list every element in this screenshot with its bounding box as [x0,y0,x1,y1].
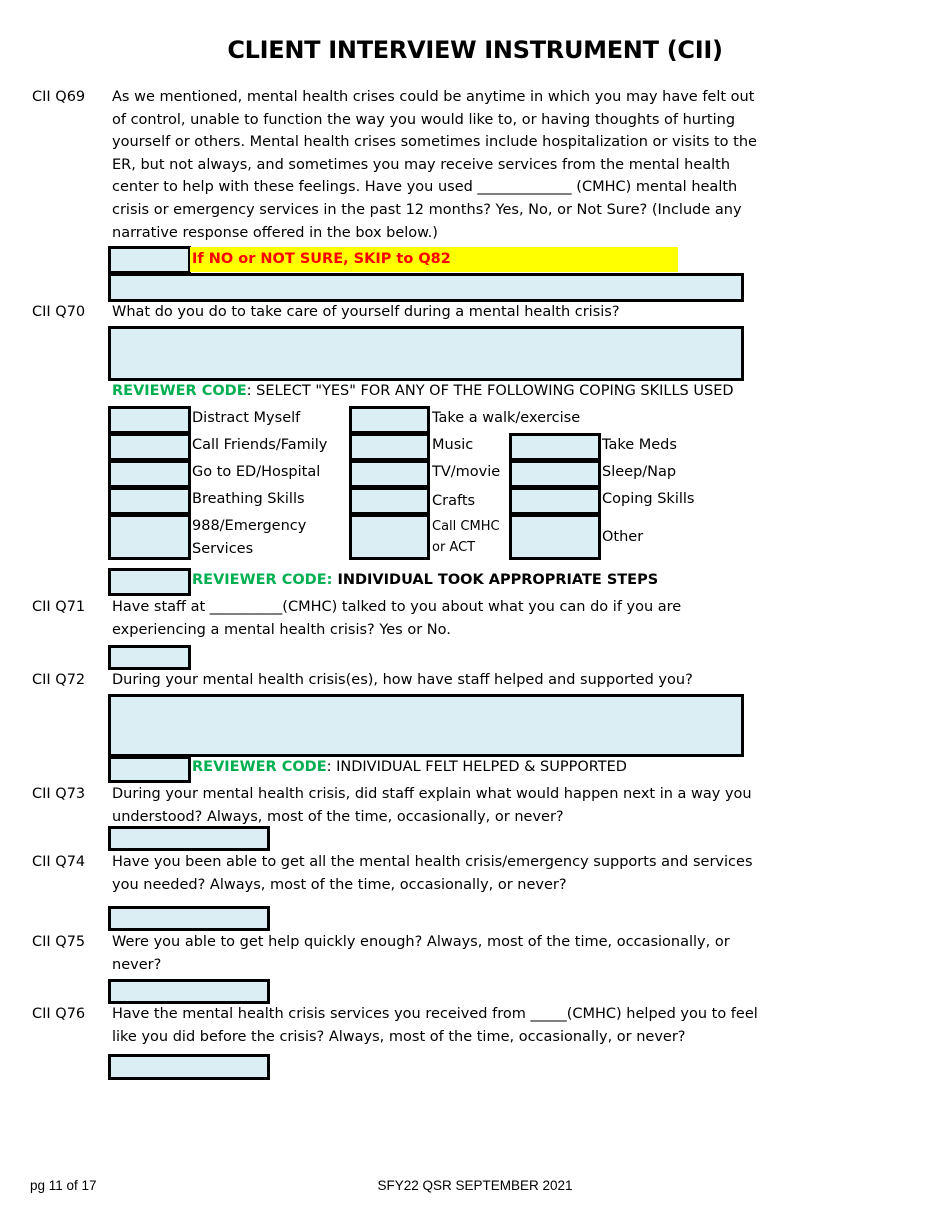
coping-label: Distract Myself [192,410,301,426]
helped-supported-field[interactable] [108,756,191,783]
coping-checkbox-take-meds[interactable] [509,433,601,461]
q71-answer-field[interactable] [108,645,191,670]
q76-answer-field[interactable] [108,1054,270,1080]
q69-narrative-field[interactable] [108,273,744,302]
coping-checkbox-distract-myself[interactable] [108,406,191,434]
skip-instruction: If NO or NOT SURE, SKIP to Q82 [190,247,678,272]
coping-checkbox-coping-skills[interactable] [509,487,601,515]
question-id-q74: CII Q74 [32,854,86,870]
coping-reviewer-code: REVIEWER CODE: SELECT "YES" FOR ANY OF THE FOLLOWING COPING SKILLS USED [112,383,734,399]
coping-label: Other [602,529,644,545]
q70-narrative-field[interactable] [108,326,744,381]
coping-label: Music [432,437,474,453]
coping-checkbox-call-friends[interactable] [108,433,191,461]
coping-checkbox-tv-movie[interactable] [349,460,430,488]
question-text-q71: Have staff at __________(CMHC) talked to you about what you can do if you are experiencing a mental health crisis? Yes or No. [112,599,682,638]
coping-label: Take a walk/exercise [432,410,581,426]
q75-answer-field[interactable] [108,979,270,1004]
question-id-q69: CII Q69 [32,89,86,105]
coping-label: Go to ED/Hospital [192,464,321,480]
page-title: CLIENT INTERVIEW INSTRUMENT (CII) [227,36,723,64]
coping-label: Sleep/Nap [602,464,677,480]
coping-label: TV/movie [432,464,501,480]
q69-answer-field[interactable] [108,246,191,274]
q73-answer-field[interactable] [108,826,270,851]
coping-checkbox-other[interactable] [509,514,601,560]
coping-checkbox-music[interactable] [349,433,430,461]
coping-checkbox-call-cmhc[interactable] [349,514,430,560]
question-id-q71: CII Q71 [32,599,86,615]
coping-checkbox-crafts[interactable] [349,487,430,515]
coping-label: Call CMHC or ACT [432,519,500,555]
question-id-q70: CII Q70 [32,304,86,320]
appropriate-steps-field[interactable] [108,568,191,596]
question-text-q70: What do you do to take care of yourself during a mental health crisis? [112,304,620,320]
coping-label: Take Meds [602,437,677,453]
coping-checkbox-988-emergency[interactable] [108,514,191,560]
page-number: pg 11 of 17 [30,1178,97,1193]
coping-checkbox-go-to-ed[interactable] [108,460,191,488]
coping-label: 988/Emergency Services [192,518,307,557]
coping-label: Breathing Skills [192,491,305,507]
coping-checkbox-sleep-nap[interactable] [509,460,601,488]
coping-label: Coping Skills [602,491,695,507]
question-text-q76: Have the mental health crisis services you received from _____(CMHC) helped you to feel like you did before the crisis? Always, most of the time, occasionally, or never? [112,1006,758,1045]
coping-checkbox-take-a-walk[interactable] [349,406,430,434]
question-text-q75: Were you able to get help quickly enough? Always, most of the time, occasionally, or never? [112,934,730,973]
q74-answer-field[interactable] [108,906,270,931]
question-id-q72: CII Q72 [32,672,86,688]
question-text-q74: Have you been able to get all the mental health crisis/emergency supports and services you needed? Always, most of the time, occasionally, or never? [112,854,753,893]
coping-checkbox-breathing-skills[interactable] [108,487,191,515]
helped-supported-reviewer-code: REVIEWER CODE: INDIVIDUAL FELT HELPED & SUPPORTED [192,759,627,775]
question-text-q69: As we mentioned, mental health crises could be anytime in which you may have felt out of control, unable to function the way you would like to, or having thoughts of hurting yourself or others. Mental health crises sometimes include hospitalization or visits to the ER, but not always, and sometimes you may receive services from the mental health center to help with these feelings. Have you used _____________ (CMHC) mental health crisis or emergency services in the past 12 months? Yes, No, or Not Sure? (Include any narrative response offered in the box below.) [112,89,757,241]
q72-narrative-field[interactable] [108,694,744,757]
question-text-q73: During your mental health crisis, did staff explain what would happen next in a way you understood? Always, most of the time, occasionally, or never? [112,786,752,825]
question-id-q73: CII Q73 [32,786,86,802]
question-id-q76: CII Q76 [32,1006,86,1022]
coping-label: Crafts [432,493,476,509]
footer-title: SFY22 QSR SEPTEMBER 2021 [377,1178,573,1193]
question-id-q75: CII Q75 [32,934,86,950]
question-text-q72: During your mental health crisis(es), how have staff helped and supported you? [112,672,693,688]
appropriate-steps-reviewer-code: REVIEWER CODE: INDIVIDUAL TOOK APPROPRIATE STEPS [192,572,659,588]
coping-label: Call Friends/Family [192,437,328,453]
